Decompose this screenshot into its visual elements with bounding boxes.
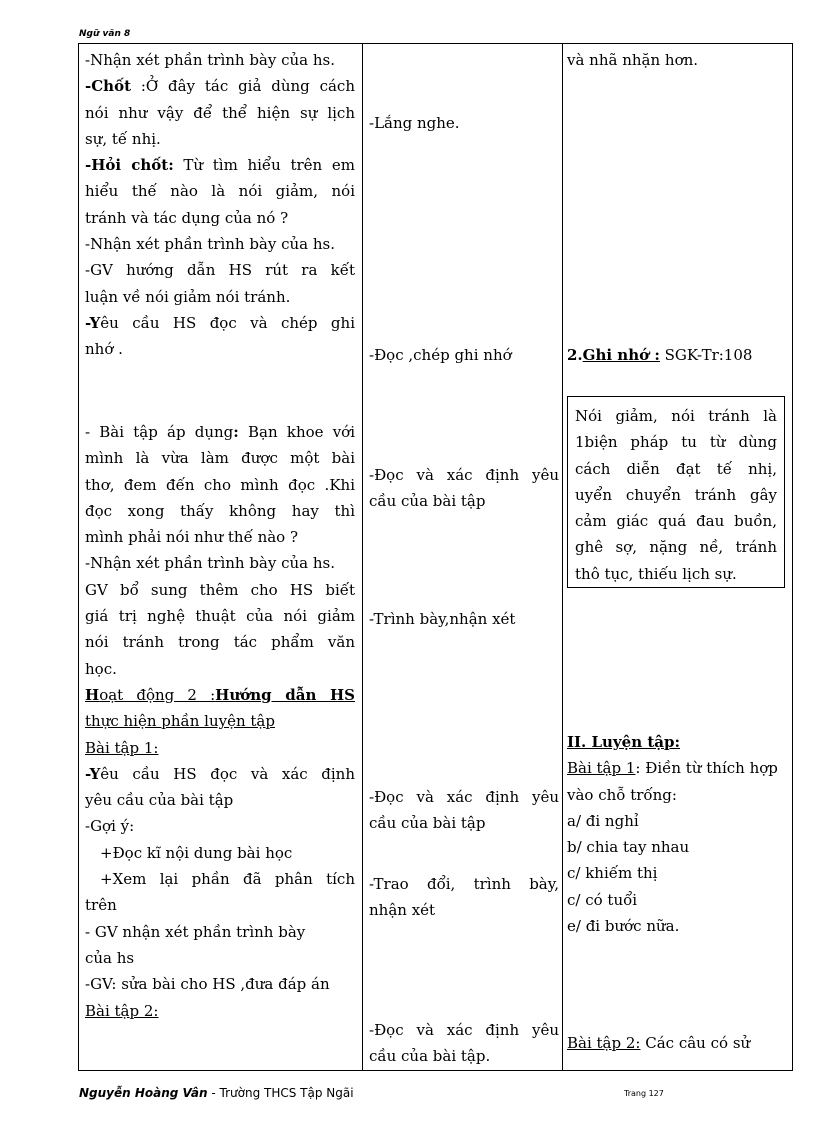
student-read-requirement	[369, 784, 559, 837]
text-line: yêu cầu của bài tập	[85, 791, 234, 810]
text-line: -Hỏi chốt: Từ tìm hiểu trên em	[85, 156, 355, 175]
text-line: -Gợi ý:	[85, 817, 135, 836]
text-line: -Đọc và xác định yêu	[369, 466, 559, 484]
student-discuss	[369, 871, 559, 924]
ghi-nho-box	[567, 396, 785, 588]
text-line: cách diễn đạt tế nhị,	[575, 459, 777, 478]
answer-item: e/ đi bước nữa.	[567, 917, 680, 936]
lesson-table	[78, 43, 793, 1071]
text-line: 1biện pháp tu từ dùng	[575, 433, 777, 452]
ghi-nho-label: Ghi nhớ :	[582, 346, 660, 364]
text-line: -Đọc và xác định yêu	[369, 788, 559, 806]
text-line: tránh và tác dụng của nó ?	[85, 208, 289, 227]
answer-item: b/ chia tay nhau	[567, 838, 690, 857]
text-line: hiểu thế nào là nói giảm, nói	[85, 182, 355, 201]
student-read-requirement	[369, 1017, 559, 1070]
exercise-2-label: Bài tập 2:	[85, 1001, 159, 1020]
text-line: GV bổ sung thêm cho HS biết	[85, 580, 355, 599]
text-line: mình là vừa làm được một bài	[85, 449, 355, 468]
student-read-copy: -Đọc ,chép ghi nhớ	[369, 346, 512, 364]
text-line: sự, tế nhị.	[85, 129, 161, 148]
text-line: học.	[85, 659, 117, 678]
exercise-2-text: Các câu có sử	[640, 1034, 751, 1052]
text-line: -GV hướng dẫn HS rút ra kết	[85, 261, 355, 280]
column-divider	[562, 44, 563, 1070]
student-listen: -Lắng nghe.	[369, 114, 460, 132]
text-line: - Bài tập áp dụng: Bạn khoe với	[85, 423, 356, 441]
text-line: nói như vậy để thể hiện sự lịch	[85, 103, 355, 122]
text-line: Nói giảm, nói tránh là	[575, 407, 777, 425]
text-line: nói tránh trong tác phẩm văn	[85, 633, 355, 652]
ghi-nho-ref: SGK-Tr:108	[659, 346, 753, 364]
text-line: -Trao đổi, trình bày,	[369, 875, 559, 893]
text-line: cầu của bài tập	[369, 814, 486, 833]
answer-item: a/ đi nghỉ	[567, 811, 639, 830]
text-line: uyển chuyển tránh gây	[575, 485, 777, 504]
text-line: thực hiện phần luyện tập	[85, 712, 275, 731]
author-name: Nguyễn Hoàng Vân	[79, 1086, 208, 1100]
exercise-1-line	[567, 755, 789, 781]
text-line: thô tục, thiếu lịch sự.	[575, 564, 737, 583]
text-line: +Đọc kĩ nội dung bài học	[100, 843, 293, 862]
answer-item: c/ có tuổi	[567, 890, 638, 909]
text-line: -Chốt :Ở đây tác giả dùng cách	[85, 77, 355, 96]
text-line: -Nhận xét phần trình bày của hs.	[85, 235, 336, 254]
practice-heading: II. Luyện tập:	[567, 733, 680, 751]
answer-item: c/ khiếm thị	[567, 864, 658, 883]
content-continuation: và nhã nhặn hơn.	[567, 51, 699, 69]
teacher-column-block-2	[85, 419, 355, 1024]
text-line: giá trị nghệ thuật của nói giảm	[85, 607, 355, 626]
header-subject: Ngữ văn 8	[79, 29, 131, 39]
text-line: -GV: sửa bài cho HS ,đưa đáp án	[85, 975, 330, 994]
text-line: của hs	[85, 948, 135, 967]
text-line: - GV nhận xét phần trình bày	[85, 922, 306, 941]
text-line: -Nhận xét phần trình bày của hs.	[85, 554, 336, 573]
text-line: ghê sợ, nặng nề, tránh	[575, 538, 777, 557]
text-line: -Yêu cầu HS đọc và xác định	[85, 764, 355, 783]
text-line: -Nhận xét phần trình bày của hs.	[85, 51, 336, 69]
text-line: -Đọc và xác định yêu	[369, 1021, 559, 1039]
exercise-2-line	[567, 1030, 789, 1056]
text-line: đọc xong thấy không hay thì	[85, 501, 355, 520]
exercise-1-text: : Điền từ thích hợp	[635, 759, 778, 778]
text-line: trên	[85, 896, 117, 915]
exercise-2-label: Bài tập 2:	[567, 1034, 641, 1052]
column-divider	[362, 44, 363, 1070]
ghi-nho-line	[567, 342, 789, 368]
text-line: nhớ .	[85, 340, 123, 359]
exercise-1-label: Bài tập 1:	[85, 738, 159, 757]
text-line: +Xem lại phần đã phân tích	[100, 870, 355, 889]
text-line: thơ, đem đến cho mình đọc .Khi	[85, 475, 355, 494]
text-line: cảm giác quá đau buồn,	[575, 512, 777, 531]
text-line: mình phải nói như thế nào ?	[85, 528, 299, 547]
text-line: cầu của bài tập	[369, 492, 486, 511]
text-line: luận về nói giảm nói tránh.	[85, 287, 291, 306]
ghi-nho-number: 2.	[567, 346, 583, 364]
school-name: - Trường THCS Tập Ngãi	[207, 1086, 354, 1100]
activity-2-heading: Hoạt động 2 :Hướng dẫn HS	[85, 685, 355, 704]
practice-section	[567, 729, 789, 939]
student-present: -Trình bày,nhận xét	[369, 610, 516, 628]
text-line: -Yêu cầu HS đọc và chép ghi	[85, 313, 355, 332]
student-read-requirement	[369, 462, 559, 515]
text-line: nhận xét	[369, 901, 436, 920]
exercise-1-label: Bài tập 1	[567, 759, 636, 778]
text-line: cầu của bài tập.	[369, 1047, 491, 1066]
footer-page-number: Trang 127	[624, 1089, 664, 1098]
teacher-column-block-1	[85, 47, 355, 363]
footer-author	[79, 1086, 354, 1100]
text-line: vào chỗ trống:	[567, 785, 677, 804]
